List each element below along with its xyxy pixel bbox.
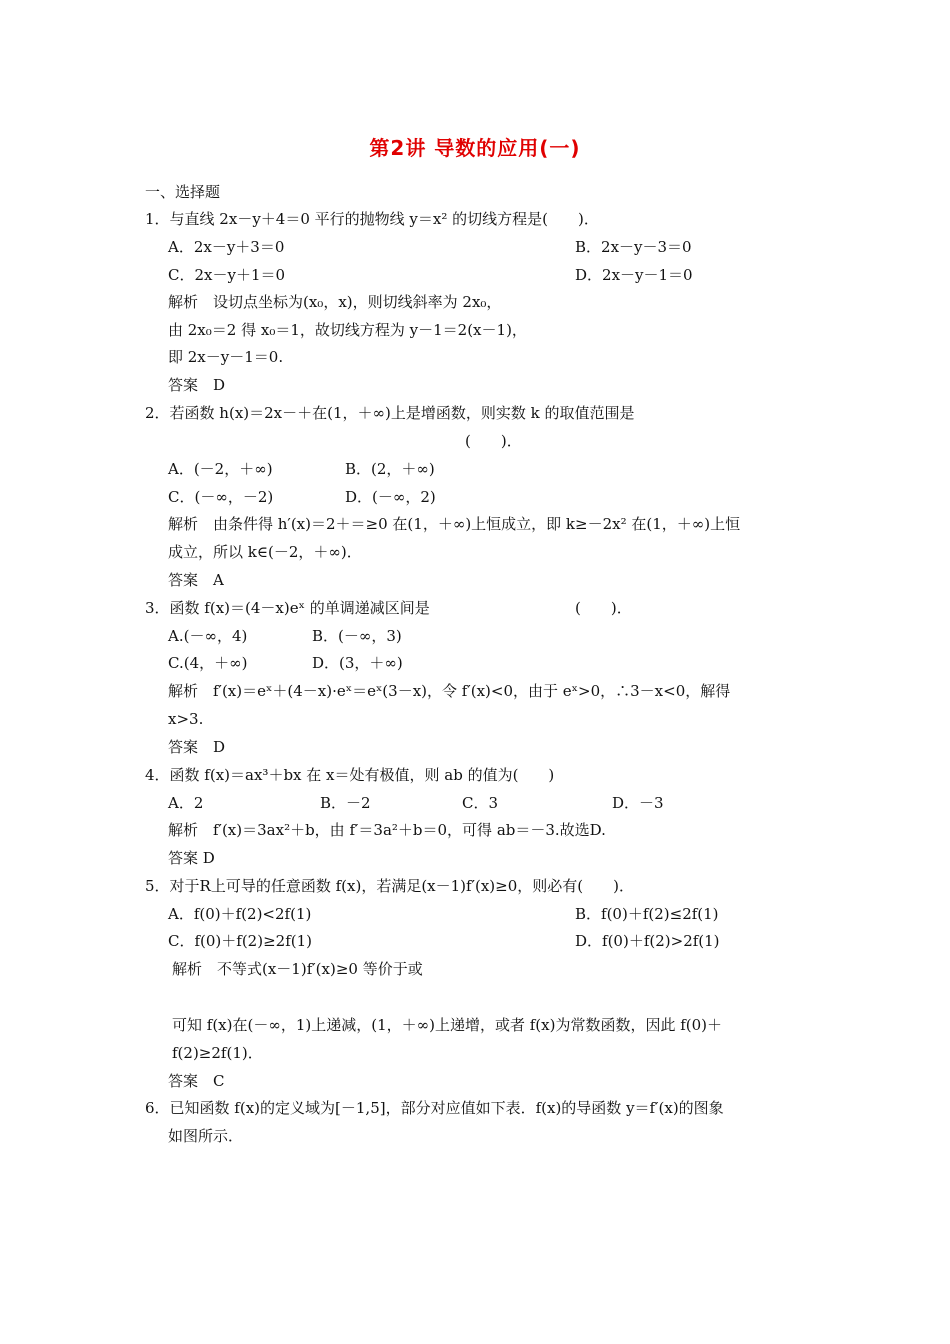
q2-paren: ( )． xyxy=(465,432,522,450)
q3-option-c: C.(4，＋∞) xyxy=(168,654,248,672)
q1-solution-line-2: 由 2x₀＝2 得 x₀＝1，故切线方程为 y－1＝2(x－1)， xyxy=(168,321,527,339)
q1-solution-line-3: 即 2x－y－1＝0. xyxy=(168,348,284,366)
q5-answer: 答案 C xyxy=(168,1072,225,1090)
page-title: 第2讲 导数的应用(一) xyxy=(369,136,581,160)
q2-option-a: A．(－2，＋∞) xyxy=(168,460,273,478)
q2-stem: 2．若函数 h(x)＝2x－＋在(1，＋∞)上是增函数，则实数 k 的取值范围是 xyxy=(145,404,635,422)
q2-answer: 答案 A xyxy=(168,571,224,589)
q3-solution-line-2: x>3. xyxy=(168,710,204,728)
q4-answer: 答案 D xyxy=(168,849,215,867)
q2-option-b: B．(2，＋∞) xyxy=(345,460,435,478)
q6-stem-line-1: 6．已知函数 f(x)的定义域为[－1,5]，部分对应值如下表．f(x)的导函数 y＝f′(x)的图象 xyxy=(145,1099,724,1117)
q5-option-b: B．f(0)＋f(2)≤2f(1) xyxy=(575,905,719,923)
q4-option-b: B．－2 xyxy=(320,794,371,812)
q5-option-c: C．f(0)＋f(2)≥2f(1) xyxy=(168,932,312,950)
q4-option-c: C．3 xyxy=(462,794,499,812)
q1-solution-line-1: 解析 设切点坐标为(x₀，x)，则切线斜率为 2x₀， xyxy=(168,293,502,311)
q3-option-d: D．(3，＋∞) xyxy=(312,654,403,672)
q5-option-d: D．f(0)＋f(2)>2f(1) xyxy=(575,932,720,950)
q2-solution-line-2: 成立，所以 k∈(－2，＋∞)． xyxy=(168,543,362,561)
q4-solution-line-1: 解析 f′(x)＝3ax²＋b，由 f′＝3a²＋b＝0，可得 ab＝－3.故选D. xyxy=(168,821,606,839)
q1-stem: 1．与直线 2x－y＋4＝0 平行的抛物线 y＝x² 的切线方程是( )． xyxy=(145,210,599,228)
q2-solution-line-1: 解析 由条件得 h′(x)＝2＋＝≥0 在(1，＋∞)上恒成立，即 k≥－2x² 在(1，＋∞)上恒 xyxy=(168,515,741,533)
q1-option-d: D．2x－y－1＝0 xyxy=(575,266,693,284)
q5-solution-line-1: 解析 不等式(x－1)f′(x)≥0 等价于或 xyxy=(172,960,423,978)
q3-option-a: A.(－∞，4) xyxy=(168,627,248,645)
q3-stem: 3．函数 f(x)＝(4－x)eˣ 的单调递减区间是 xyxy=(145,599,430,617)
q6-stem-line-2: 如图所示． xyxy=(168,1127,244,1145)
section-heading: 一、选择题 xyxy=(145,183,221,201)
q5-stem: 5．对于R上可导的任意函数 f(x)，若满足(x－1)f′(x)≥0，则必有( )． xyxy=(145,877,634,895)
q4-option-a: A．2 xyxy=(168,794,204,812)
q5-option-a: A．f(0)＋f(2)<2f(1) xyxy=(168,905,312,923)
q2-option-d: D．(－∞，2) xyxy=(345,488,436,506)
q5-solution-line-3: f(2)≥2f(1)． xyxy=(172,1044,263,1062)
q1-option-c: C．2x－y＋1＝0 xyxy=(168,266,286,284)
q3-answer: 答案 D xyxy=(168,738,226,756)
q1-option-a: A．2x－y＋3＝0 xyxy=(168,238,285,256)
q1-answer: 答案 D xyxy=(168,376,226,394)
q4-option-d: D．－3 xyxy=(612,794,664,812)
q1-option-b: B．2x－y－3＝0 xyxy=(575,238,692,256)
q5-solution-line-2: 可知 f(x)在(－∞，1)上递减，(1，＋∞)上递增，或者 f(x)为常数函数，因此 f(0)＋ xyxy=(172,1016,723,1034)
q3-solution-line-1: 解析 f′(x)＝eˣ＋(4－x)·eˣ＝eˣ(3－x)，令 f′(x)<0，由于 eˣ>0，∴3－x<0，解得 xyxy=(168,682,731,700)
q4-stem: 4．函数 f(x)＝ax³＋bx 在 x＝处有极值，则 ab 的值为( ) xyxy=(145,766,555,784)
q3-option-b: B．(－∞，3) xyxy=(312,627,402,645)
q3-paren: ( )． xyxy=(575,599,632,617)
q2-option-c: C．(－∞，－2) xyxy=(168,488,274,506)
